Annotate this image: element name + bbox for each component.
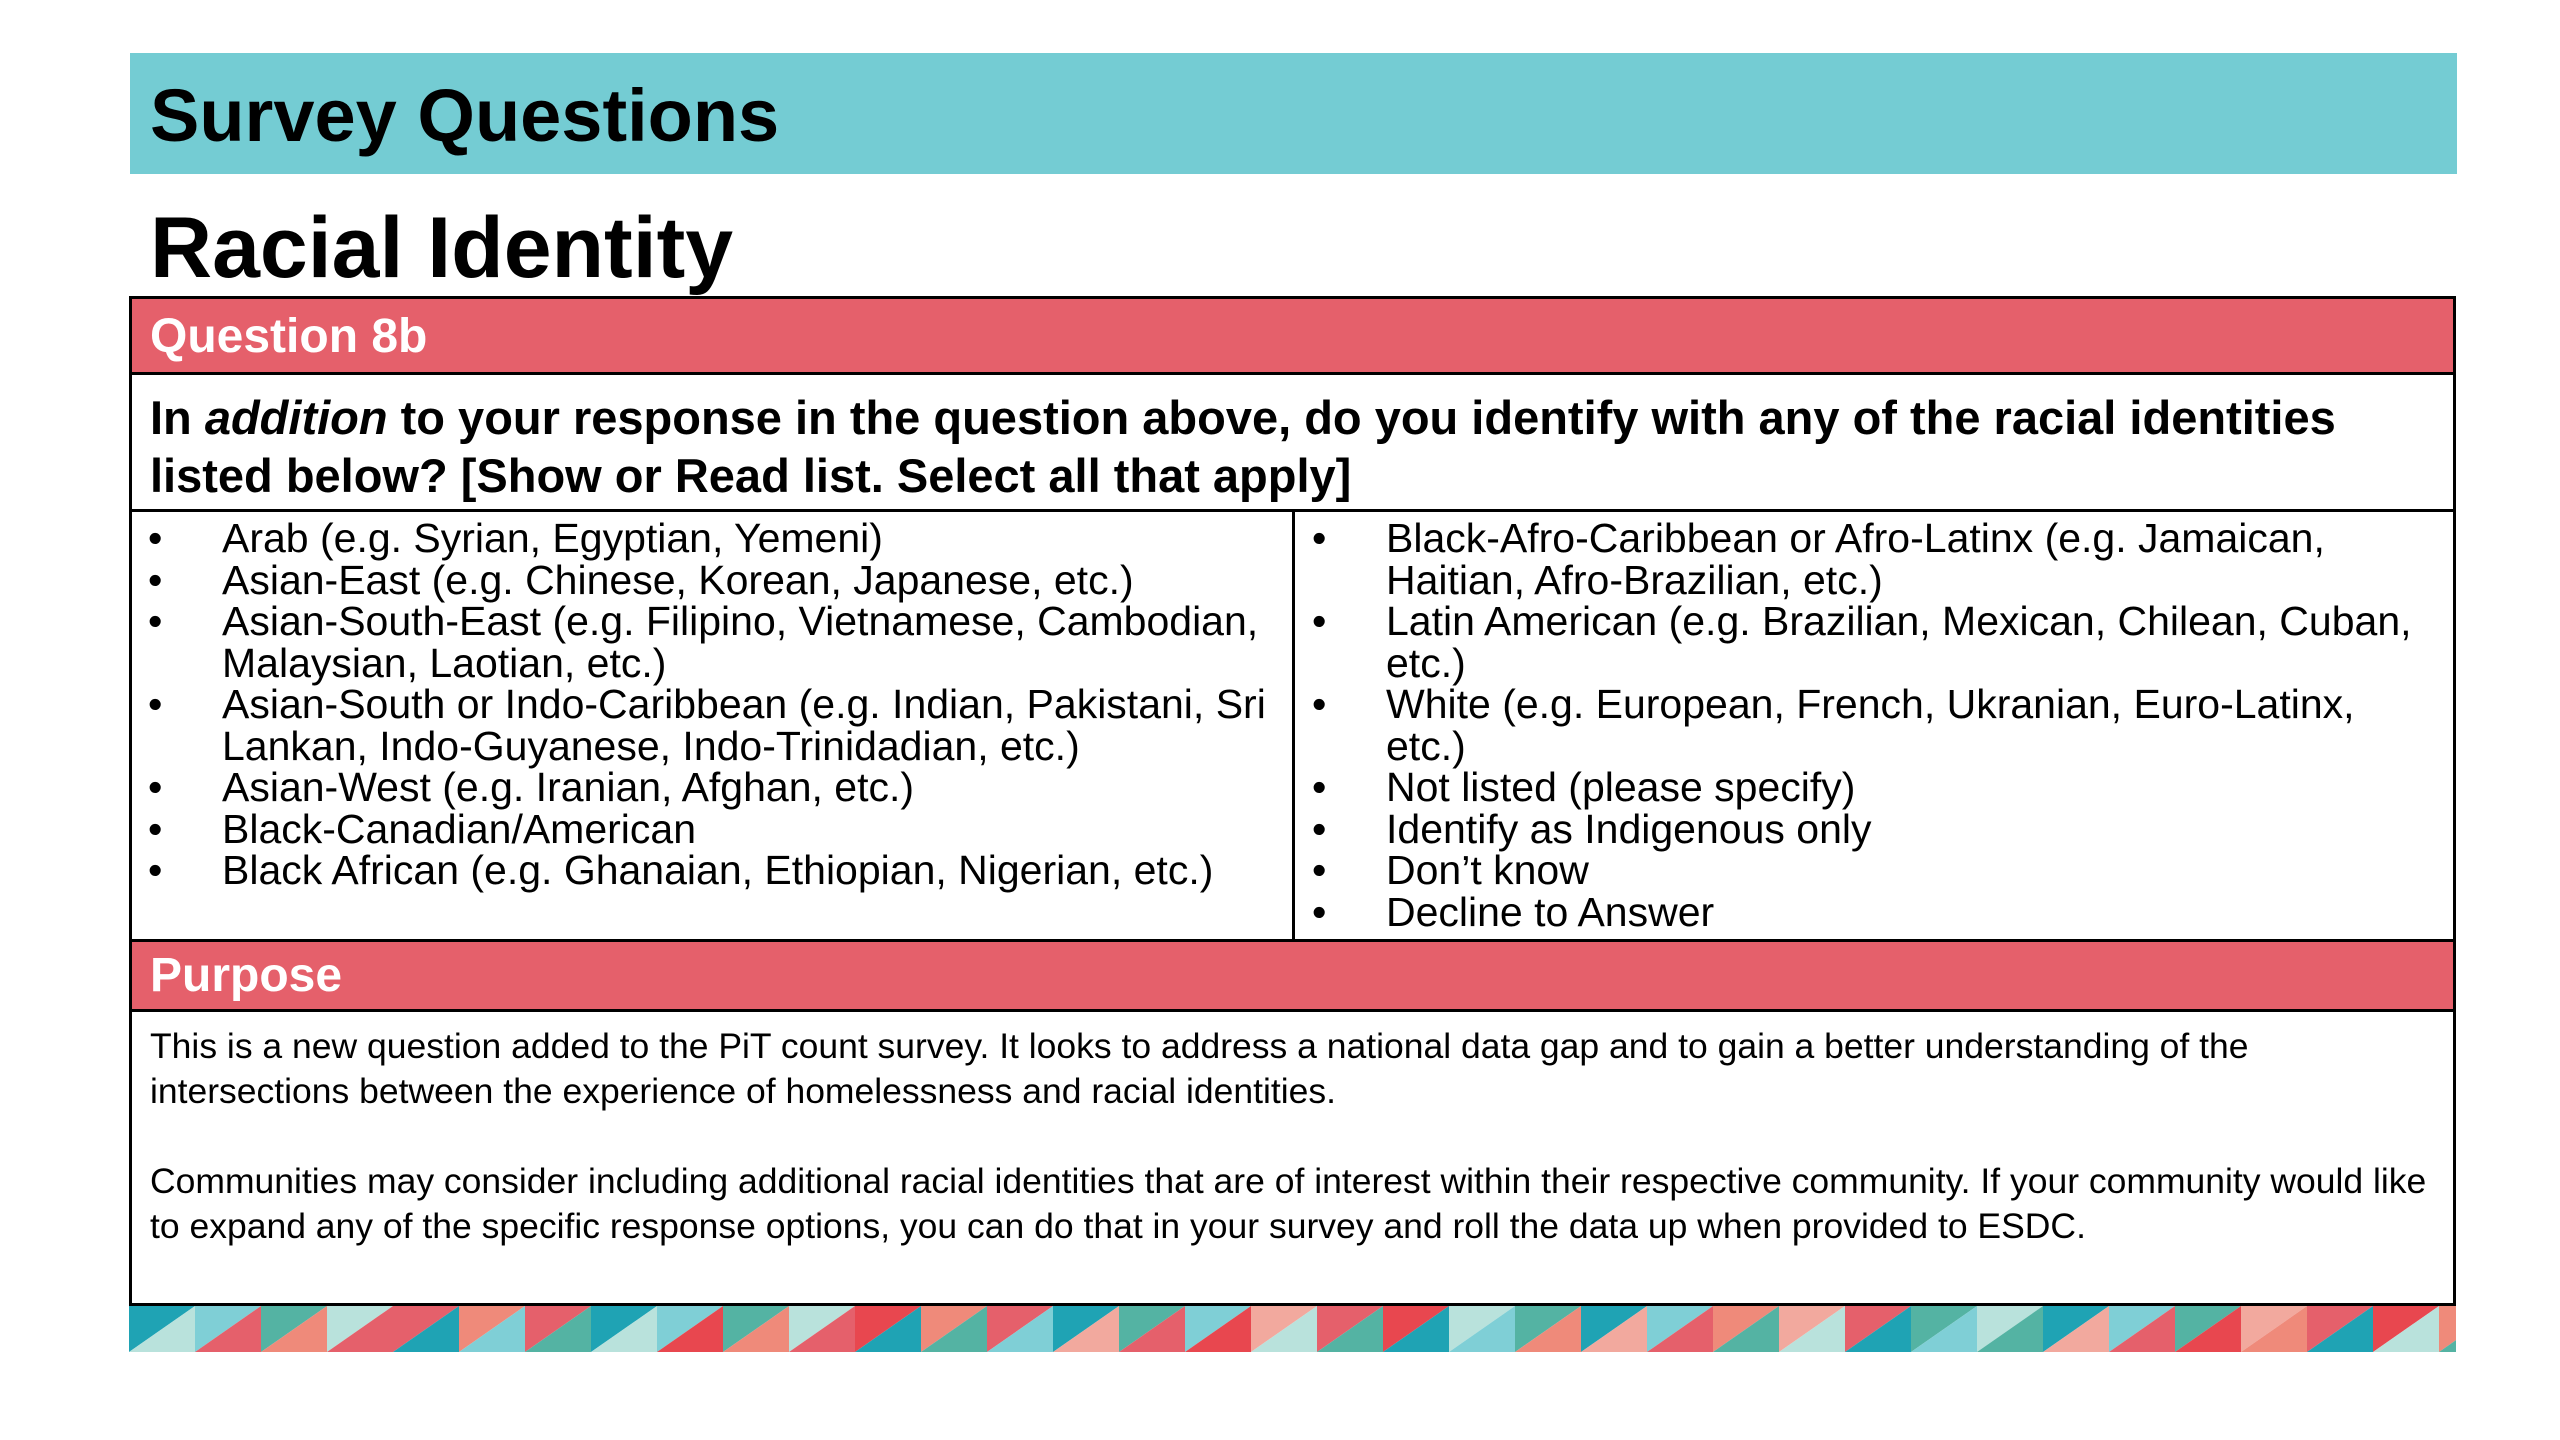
- purpose-label-bar: [132, 942, 2453, 1012]
- option-item: • Asian-South or Indo-Caribbean (e.g. Indian, Pakistani, Sri Lankan, Indo-Guyanese, Indo-Trinidadian, etc.): [148, 684, 1278, 767]
- option-item: • Identify as Indigenous only: [1312, 809, 2432, 851]
- question-text-post: to your response in the question above, do you identify with any of the racial identities listed below? [Show or Read list. Select all that apply]: [150, 391, 2336, 502]
- question-text-pre: In: [150, 391, 205, 444]
- option-item: • White (e.g. European, French, Ukranian, Euro-Latinx, etc.): [1312, 684, 2432, 767]
- option-item: • Black-Canadian/American: [148, 809, 1278, 851]
- options-list-right: [1312, 515, 2432, 935]
- triangle-pattern: [129, 1306, 2456, 1352]
- header-title: Survey Questions: [150, 74, 780, 157]
- decorative-triangle-stripe: [129, 1306, 2456, 1352]
- question-label-bar: [132, 299, 2453, 375]
- options-list-left: [148, 515, 1278, 893]
- purpose-label: Purpose: [150, 949, 343, 1002]
- section-title: Racial Identity: [150, 200, 734, 296]
- option-item: • Asian-East (e.g. Chinese, Korean, Japanese, etc.): [148, 560, 1278, 602]
- option-item: • Black African (e.g. Ghanaian, Ethiopian, Nigerian, etc.): [148, 850, 1278, 892]
- header-band: [130, 53, 2457, 174]
- option-item: • Don’t know: [1312, 850, 2432, 892]
- purpose-text: [150, 1024, 2440, 1294]
- purpose-paragraph: Communities may consider including additional racial identities that are of interest within their respective community. If your community would like to expand any of the specific response options, you can do that in your survey and roll the data up when provided to ESDC.: [150, 1161, 2427, 1246]
- question-box: [129, 296, 2456, 1306]
- option-item: • Latin American (e.g. Brazilian, Mexican, Chilean, Cuban, etc.): [1312, 601, 2432, 684]
- option-item: • Black-Afro-Caribbean or Afro-Latinx (e.g. Jamaican, Haitian, Afro-Brazilian, etc.): [1312, 518, 2432, 601]
- column-divider: [1292, 512, 1295, 942]
- option-item: • Decline to Answer: [1312, 892, 2432, 934]
- purpose-paragraph: This is a new question added to the PiT count survey. It looks to address a national data gap and to gain a better understanding of the intersections between the experience of homelessness and racial identities.: [150, 1026, 2249, 1111]
- question-label: Question 8b: [150, 310, 428, 363]
- option-item: • Asian-West (e.g. Iranian, Afghan, etc.): [148, 767, 1278, 809]
- question-text-emphasis: addition: [204, 391, 388, 444]
- question-text: [150, 389, 2420, 505]
- option-item: • Asian-South-East (e.g. Filipino, Vietnamese, Cambodian, Malaysian, Laotian, etc.): [148, 601, 1278, 684]
- option-item: • Not listed (please specify): [1312, 767, 2432, 809]
- option-item: • Arab (e.g. Syrian, Egyptian, Yemeni): [148, 518, 1278, 560]
